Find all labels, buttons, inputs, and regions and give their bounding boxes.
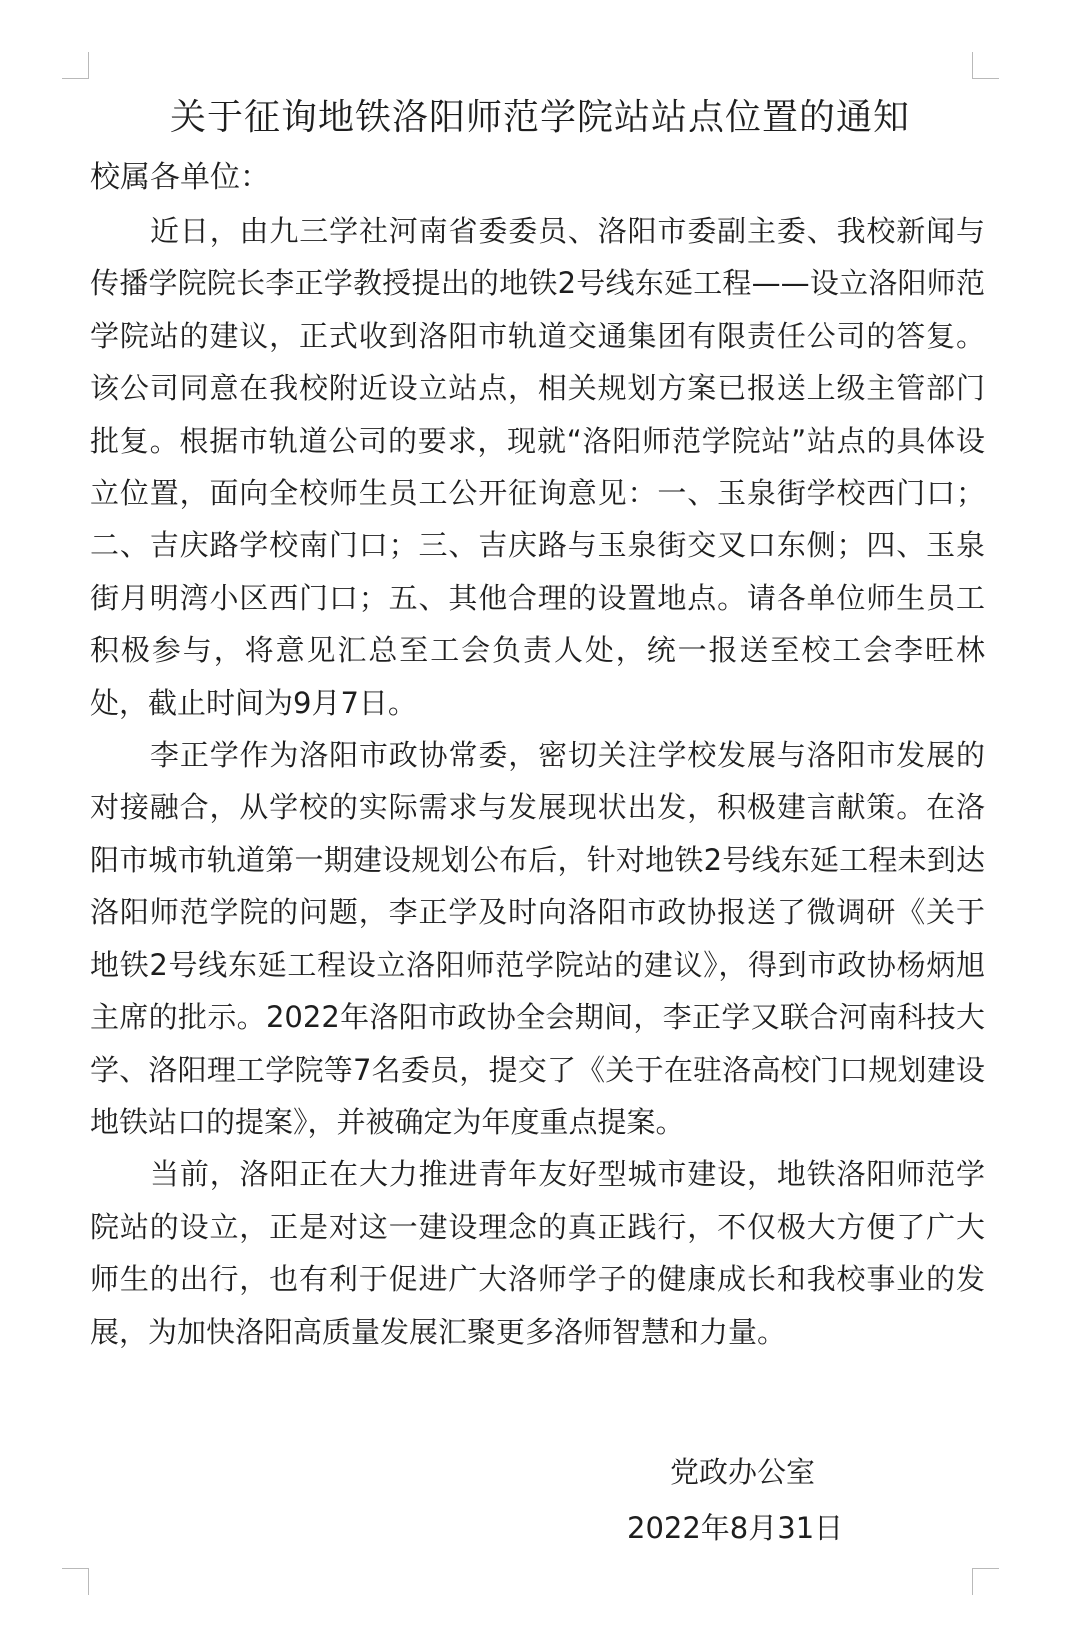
document-body bbox=[90, 205, 985, 1358]
signer: 党政办公室 bbox=[670, 1455, 816, 1489]
paragraph-2: 李正学作为洛阳市政协常委，密切关注学校发展与洛阳市发展的对接融合，从学校的实际需求与发展现状出发，积极建言献策。在洛阳市城市轨道第一期建设规划公布后，针对地铁2号线东延工程未到达洛阳师范学院的问题，李正学及时向洛阳市政协报送了微调研《关于地铁2号线东延工程设立洛阳师范学院站的建议》，得到市政协杨炳旭主席的批示。2022年洛阳市政协全会期间，李正学又联合河南科技大学、洛阳理工学院等7名委员，提交了《关于在驻洛高校门口规划建设地铁站口的提案》，并被确定为年度重点提案。 bbox=[90, 738, 985, 1139]
issue-date: 2022年8月31日 bbox=[627, 1511, 844, 1545]
crop-mark-top-left bbox=[62, 52, 89, 79]
paragraph-1: 近日，由九三学社河南省委委员、洛阳市委副主委、我校新闻与传播学院院长李正学教授提出的地铁2号线东延工程——设立洛阳师范学院站的建议，正式收到洛阳市轨道交通集团有限责任公司的答复。该公司同意在我校附近设立站点，相关规划方案已报送上级主管部门批复。根据市轨道公司的要求，现就“洛阳师范学院站”站点的具体设立位置，面向全校师生员工公开征询意见：一、玉泉街学校西门口；二、吉庆路学校南门口；三、吉庆路与玉泉街交叉口东侧；四、玉泉街月明湾小区西门口；五、其他合理的设置地点。请各单位师生员工积极参与，将意见汇总至工会负责人处，统一报送至校工会李旺林处，截止时间为9月7日。 bbox=[90, 214, 985, 720]
paragraph-3: 当前，洛阳正在大力推进青年友好型城市建设，地铁洛阳师范学院站的设立，正是对这一建设理念的真正践行，不仅极大方便了广大师生的出行，也有利于促进广大洛师学子的健康成长和我校事业的发展，为加快洛阳高质量发展汇聚更多洛师智慧和力量。 bbox=[90, 1157, 985, 1349]
salutation: 校属各单位： bbox=[90, 160, 270, 195]
crop-mark-bottom-left bbox=[62, 1568, 89, 1595]
document-title: 关于征询地铁洛阳师范学院站站点位置的通知 bbox=[169, 97, 910, 138]
crop-mark-bottom-right bbox=[972, 1568, 999, 1595]
crop-mark-top-right bbox=[972, 52, 999, 79]
